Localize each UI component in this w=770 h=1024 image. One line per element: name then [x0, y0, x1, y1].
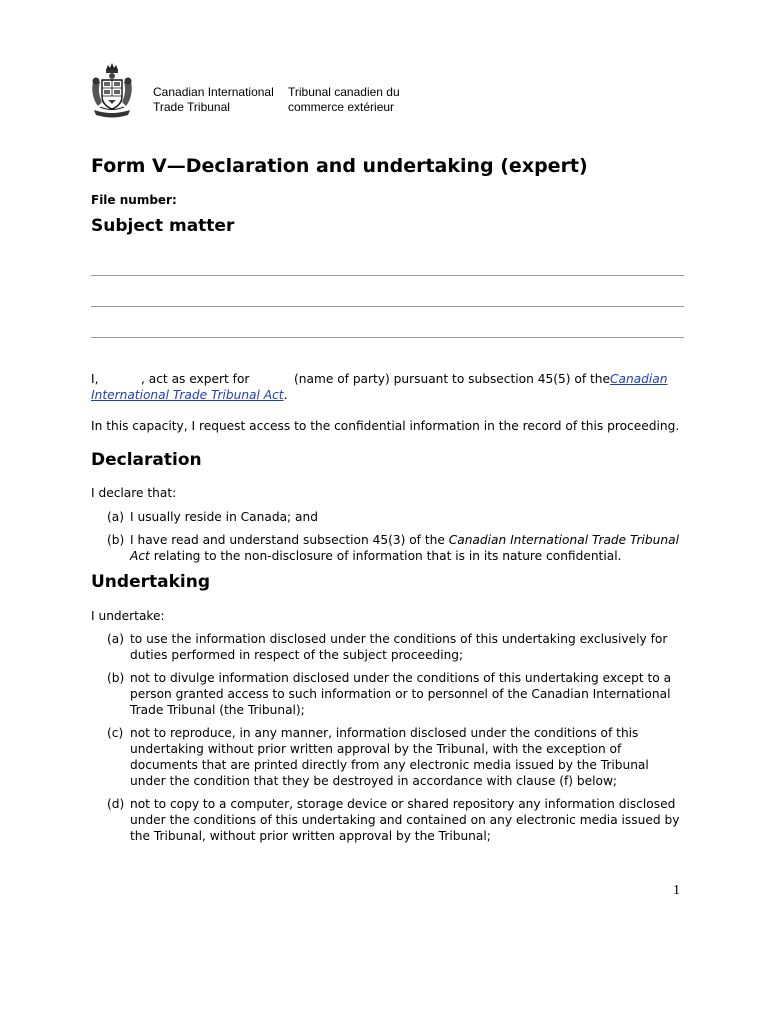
page-number: 1 [673, 883, 680, 898]
declaration-heading: Declaration [91, 450, 202, 470]
item-text: to use the information disclosed under the conditions of this undertaking exclusively for duties performed in respect of the subject proceeding; [130, 632, 668, 662]
subject-matter-line-1[interactable] [91, 275, 684, 276]
royal-coat-of-arms-icon [90, 62, 134, 120]
item-label: (b) [107, 533, 125, 547]
undertaking-item-d [107, 796, 687, 844]
act-link-canadian[interactable]: Canadian [610, 372, 668, 386]
item-label: (d) [107, 797, 125, 811]
item-text [130, 532, 687, 564]
item-label: (a) [107, 510, 124, 524]
form-title: Form V—Declaration and undertaking (expert) [91, 155, 588, 177]
item-text-after: relating to the non-disclosure of information that is in its nature confidential. [153, 549, 622, 563]
undertaking-item-b [107, 670, 687, 718]
item-text: not to copy to a computer, storage device or shared repository any information disclosed under the conditions of this undertaking and contained on any electronic media issued by the Tribunal, without prior written approval by the Tribunal; [130, 797, 680, 843]
declaration-item-a [107, 509, 687, 525]
access-request: In this capacity, I request access to the confidential information in the record of this proceeding. [91, 419, 680, 433]
org-name-fr [288, 85, 400, 115]
item-label: (c) [107, 726, 124, 740]
expert-statement [91, 371, 691, 403]
item-text: not to divulge information disclosed under the conditions of this undertaking except to a person granted access to such information or to personnel of the Canadian International Trade Tribunal (the Tribunal); [130, 671, 672, 717]
item-text: I usually reside in Canada; and [130, 510, 318, 524]
subject-matter-line-2[interactable] [91, 306, 684, 307]
item-text-act: Canadian International Trade Tribunal Act [130, 533, 679, 563]
org-name-en-line2: Trade Tribunal [153, 100, 230, 114]
file-number-label: File number: [91, 193, 177, 207]
item-text-before: I have read and understand subsection 45(3) of the [130, 533, 445, 547]
statement-part2: , act as expert for [141, 372, 250, 386]
declaration-intro: I declare that: [91, 486, 177, 500]
subject-matter-line-3[interactable] [91, 337, 684, 338]
item-label: (a) [107, 632, 124, 646]
undertaking-item-c [107, 725, 687, 789]
statement-part3: (name of party) pursuant to subsection 45(5) of the [294, 372, 610, 386]
undertaking-heading: Undertaking [91, 572, 210, 592]
item-label: (b) [107, 671, 125, 685]
statement-part1: I, [91, 372, 99, 386]
statement-end: . [283, 388, 288, 402]
subject-matter-heading: Subject matter [91, 216, 235, 236]
act-link-title[interactable]: International Trade Tribunal Act [91, 388, 284, 402]
org-name-fr-line2: commerce extérieur [288, 100, 395, 114]
declaration-item-b [107, 532, 687, 564]
org-name-en [153, 85, 274, 115]
undertaking-item-a [107, 631, 687, 663]
org-name-fr-line1: Tribunal canadien du [288, 85, 400, 99]
org-name-en-line1: Canadian International [153, 85, 274, 99]
undertaking-intro: I undertake: [91, 609, 165, 623]
item-text: not to reproduce, in any manner, information disclosed under the conditions of this undertaking without prior written approval by the Tribunal, with the exception of documents that are printed directly from any electronic media issued by the Tribunal under the condition that they be destroyed in accordance with clause (f) below; [130, 726, 649, 788]
